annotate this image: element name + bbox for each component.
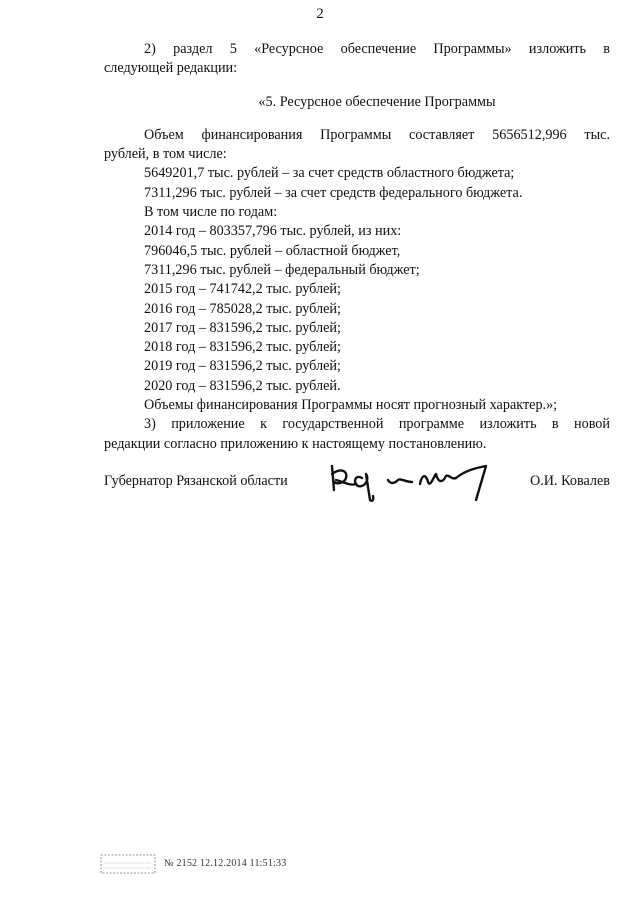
- financing-line: 2015 год – 741742,2 тыс. рублей;: [144, 281, 341, 298]
- paragraph-section-5-intro-line1: 2) раздел 5 «Ресурсное обеспечение Программы» изложить в: [144, 41, 610, 57]
- paragraph-financing-line2: рублей, в том числе:: [104, 146, 227, 163]
- financing-line: 5649201,7 тыс. рублей – за счет средств областного бюджета;: [144, 165, 515, 182]
- financing-line: В том числе по годам:: [144, 204, 278, 221]
- financing-line: 2016 год – 785028,2 тыс. рублей;: [144, 300, 341, 317]
- financing-line: 2019 год – 831596,2 тыс. рублей;: [144, 358, 341, 375]
- financing-line: 7311,296 тыс. рублей – за счет средств федерального бюджета.: [144, 184, 523, 201]
- signatory-name: О.И. Ковалев: [530, 473, 610, 489]
- handwritten-signature: [326, 460, 504, 504]
- paragraph-appendix-line2: редакции согласно приложению к настоящему постановлению.: [104, 435, 487, 452]
- paragraph-appendix-line1: 3) приложение к государственной программе изложить в новой: [144, 416, 610, 433]
- financing-line: 796046,5 тыс. рублей – областной бюджет,: [144, 242, 401, 259]
- financing-line: 2014 год – 803357,796 тыс. рублей, из них:: [144, 223, 402, 240]
- electronic-document-stamp-icon: [100, 854, 156, 874]
- financing-line: 7311,296 тыс. рублей – федеральный бюджет;: [144, 261, 420, 278]
- paragraph-financing-line1: Объем финансирования Программы составляет 5656512,996 тыс.: [144, 126, 610, 143]
- financing-line: 2017 год – 831596,2 тыс. рублей;: [144, 319, 341, 336]
- page-number: 2: [316, 6, 324, 22]
- signature-block: [104, 470, 610, 500]
- registration-info: № 2152 12.12.2014 11:51:33: [164, 858, 287, 869]
- financing-line: Объемы финансирования Программы носят прогнозный характер.»;: [144, 397, 558, 414]
- section-heading: «5. Ресурсное обеспечение Программы: [258, 93, 496, 110]
- signatory-title: Губернатор Рязанской области: [104, 473, 288, 489]
- financing-line: 2018 год – 831596,2 тыс. рублей;: [144, 339, 341, 356]
- financing-line: 2020 год – 831596,2 тыс. рублей.: [144, 377, 341, 394]
- paragraph-section-5-intro-line2: следующей редакции:: [104, 60, 238, 77]
- document-body: [104, 40, 610, 454]
